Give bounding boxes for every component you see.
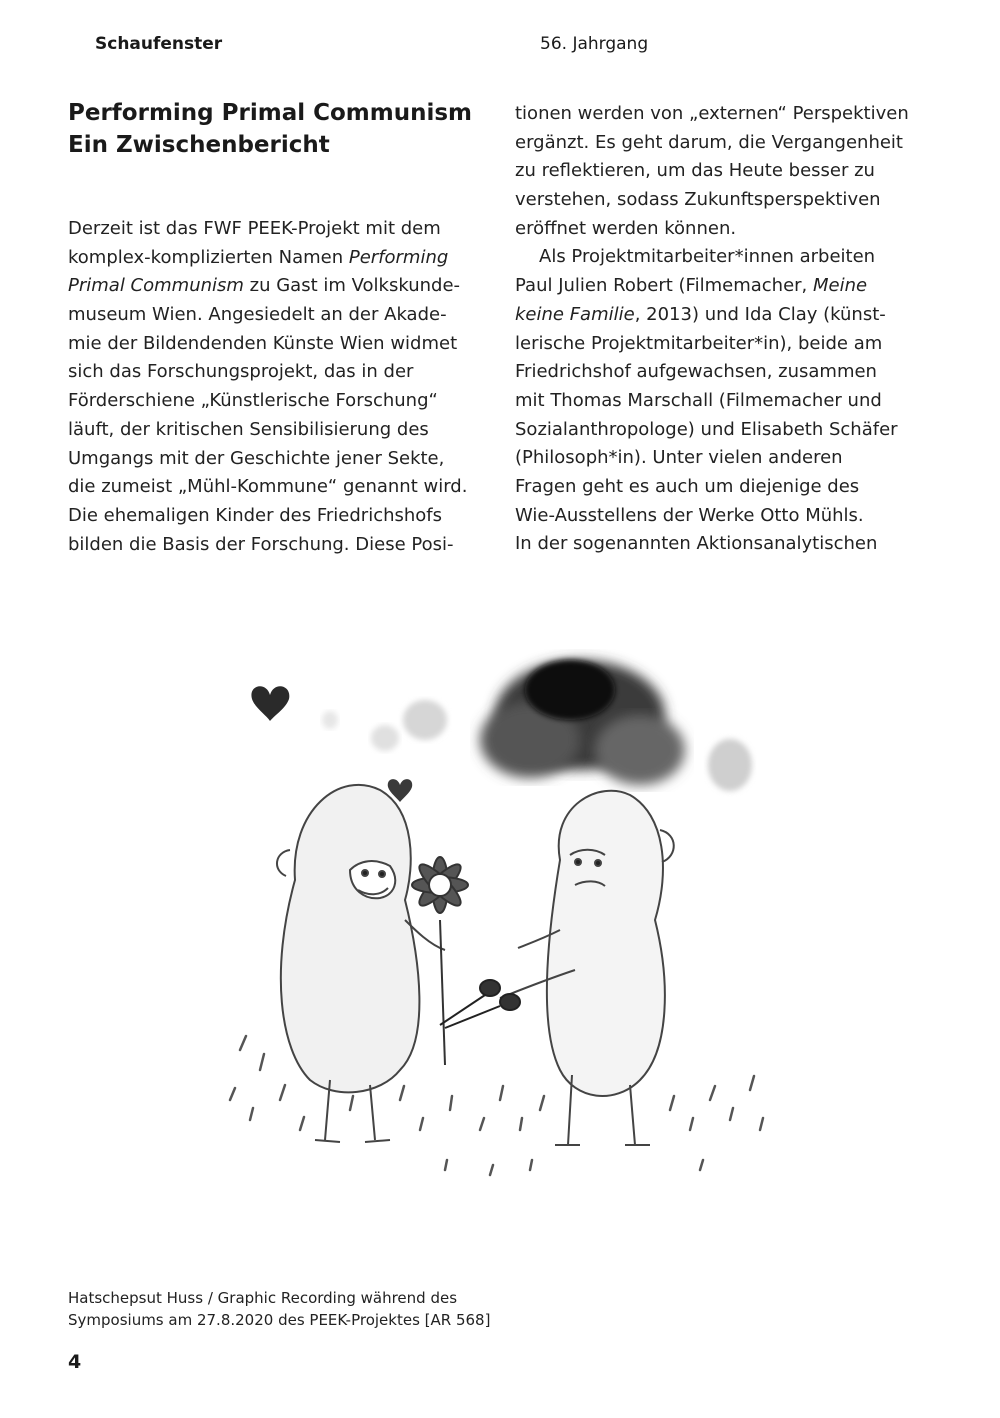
flower [412,857,468,1065]
text-run: ergänzt. Es geht darum, die Vergangenheit [515,131,903,153]
text-run: sich das Forschungsprojekt, das in der [68,361,414,383]
text-line [515,215,945,244]
italic-text: Primal Communism [68,275,244,297]
caption-line: Hatschepsut Huss / Graphic Recording während des [68,1289,458,1307]
caption-line: Symposiums am 27.8.2020 des PEEK-Projektes [AR 568] [68,1311,491,1329]
text-run: (Philosoph*in). Unter vielen anderen [515,447,843,469]
text-line [515,473,945,502]
text-line [68,215,498,244]
text-run: Friedrichshof aufgewachsen, zusammen [515,361,877,383]
text-line [515,530,945,559]
text-run: Derzeit ist das FWF PEEK-Projekt mit dem [68,218,441,239]
article-subtitle-line: Ein Zwischenbericht [68,132,330,158]
text-line [515,502,945,531]
text-run: Umgangs mit der Geschichte jener Sekte, [68,447,445,469]
storm-cloud [322,660,752,791]
text-line [68,473,498,502]
text-run: Sozialanthropologe) und Elisabeth Schäfer [515,418,898,440]
text-line [515,129,945,158]
text-run: mit Thomas Marschall (Filmemacher und [515,389,882,411]
text-run: Paul Julien Robert (Filmemacher, [515,275,813,297]
article-title-line: Performing Primal Communism [68,100,473,126]
text-line [68,416,498,445]
italic-text: Meine [812,275,868,297]
text-line [515,157,945,186]
text-run: verstehen, sodass Zukunftsperspektiven [515,189,881,211]
text-line [515,358,945,387]
left-figure [277,785,445,1142]
issue-label: 56. Jahrgang [540,34,649,54]
text-run: Die ehemaligen Kinder des Friedrichshofs [68,504,443,526]
text-run: lerische Projektmitarbeiter*in), beide am [515,332,883,354]
text-line [68,272,498,301]
section-label: Schaufenster [95,34,223,54]
text-run: In der sogenannten Aktionsanalytischen [515,533,878,555]
text-line [68,330,498,359]
text-line [68,244,498,273]
text-run: die zumeist „Mühl-Kommune“ genannt wird. [68,476,468,498]
text-run: Als Projektmitarbeiter*innen arbeiten [539,246,876,268]
text-line [515,444,945,473]
text-run: , 2013) und Ida Clay (künst- [634,303,886,325]
italic-text: Performing [348,246,449,268]
text-run: museum Wien. Angesiedelt an der Akade- [68,304,447,326]
text-line [68,531,498,560]
text-run: Förderschiene „Künstlerische Forschung“ [68,390,438,412]
graphic-recording-illustration [200,630,780,1220]
text-line [515,301,945,330]
text-line [515,186,945,215]
text-run: zu Gast im Volkskunde- [243,275,461,297]
text-line [68,358,498,387]
right-figure [500,791,674,1145]
text-line [68,387,498,416]
text-line [68,301,498,330]
text-line [515,387,945,416]
image-caption [68,1287,490,1331]
text-run: mie der Bildendenden Künste Wien widmet [68,332,458,354]
text-run: eröffnet werden können. [515,217,737,239]
italic-text: keine Familie [515,303,635,325]
right-text-column [515,100,945,559]
text-run: Fragen geht es auch um diejenige des [515,475,860,497]
page-number: 4 [68,1351,82,1373]
text-run: zu reflektieren, um das Heute besser zu [515,160,875,182]
text-run: tionen werden von „externen“ Perspektiven [515,103,909,124]
left-text-column [68,215,498,559]
text-run: läuft, der kritischen Sensibilisierung des [68,418,429,440]
text-run: komplex-komplizierten Namen [68,246,349,268]
text-line [515,100,945,129]
text-run: Wie-Ausstellens der Werke Otto Mühls. [515,504,864,526]
text-line [68,445,498,474]
heart-icon [251,686,289,721]
text-line [515,330,945,359]
text-line [68,502,498,531]
text-line [515,416,945,445]
article-title [68,97,488,161]
scissors-icon [440,980,520,1028]
text-line [515,272,945,301]
text-line [515,243,945,272]
text-run: bilden die Basis der Forschung. Diese Posi- [68,533,454,555]
